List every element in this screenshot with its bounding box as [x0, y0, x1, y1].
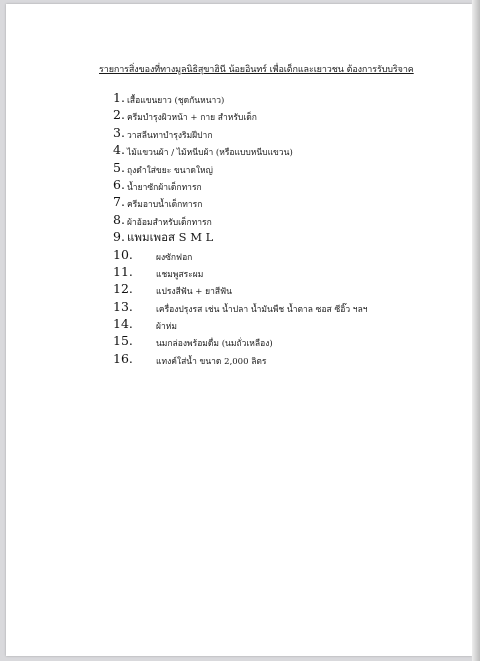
item-number: 12.: [113, 281, 133, 297]
item-number: 16.: [113, 350, 133, 366]
item-text: ครีมบำรุงผิวหน้า + กาย สำหรับเด็ก: [127, 113, 257, 124]
item-text: นมกล่องพร้อมดื่ม (นมถั่วเหลือง): [156, 339, 273, 350]
item-number: 11.: [113, 263, 133, 279]
item-number: 8.: [113, 211, 125, 227]
item-text: ผ้าห่ม: [156, 322, 177, 333]
item-number: 1.: [113, 90, 125, 105]
item-text: ผงซักฟอก: [156, 252, 193, 263]
item-number: 9.: [113, 229, 125, 245]
document-title: รายการสิ่งของที่ทางมูลนิธิสุขาฮินี น้อยอินทร์ เพื่อเด็กและเยาวชน ต้องการรับบริจาค: [99, 65, 414, 75]
item-text: วาสลีนทาบำรุงริมฝีปาก: [127, 130, 213, 141]
item-text: น้ำยาซักผ้าเด็กทารก: [127, 182, 202, 193]
item-text: ถุงดำใส่ขยะ ขนาดใหญ่: [127, 165, 213, 176]
document-page: [6, 4, 472, 656]
item-number: 4.: [113, 142, 125, 158]
item-text: ไม้แขวนผ้า / ไม้หนีบผ้า (หรือแบบหนีบแขวน): [127, 148, 293, 159]
item-text: เสื้อแขนยาว (ชุดกันหนาว): [127, 96, 225, 106]
scan-edge-shadow: [472, 0, 480, 661]
item-text: ผ้าอ้อมสำหรับเด็กทารก: [127, 217, 212, 228]
item-number: 13.: [113, 298, 133, 314]
item-text: ครีมอาบน้ำเด็กทารก: [127, 200, 203, 211]
item-number: 14.: [113, 316, 133, 332]
item-number: 2.: [113, 107, 125, 123]
item-text: แปรงสีฟัน + ยาสีฟัน: [156, 287, 232, 298]
item-text: แชมพูสระผม: [156, 269, 204, 280]
item-text: แทงค์ใส่น้ำ ขนาด 2,000 ลิตร: [156, 356, 267, 367]
item-number: 15.: [113, 333, 133, 349]
item-text: แพมเพอส S M L: [127, 230, 214, 245]
item-number: 7.: [113, 194, 125, 210]
item-number: 5.: [113, 159, 125, 175]
item-number: 3.: [113, 124, 125, 140]
item-text: เครื่องปรุงรส เช่น น้ำปลา น้ำมันพืช น้ำตาล ซอส ซีอิ๊ว ฯลฯ: [156, 304, 368, 315]
item-number: 10.: [113, 246, 133, 262]
item-number: 6.: [113, 176, 125, 192]
